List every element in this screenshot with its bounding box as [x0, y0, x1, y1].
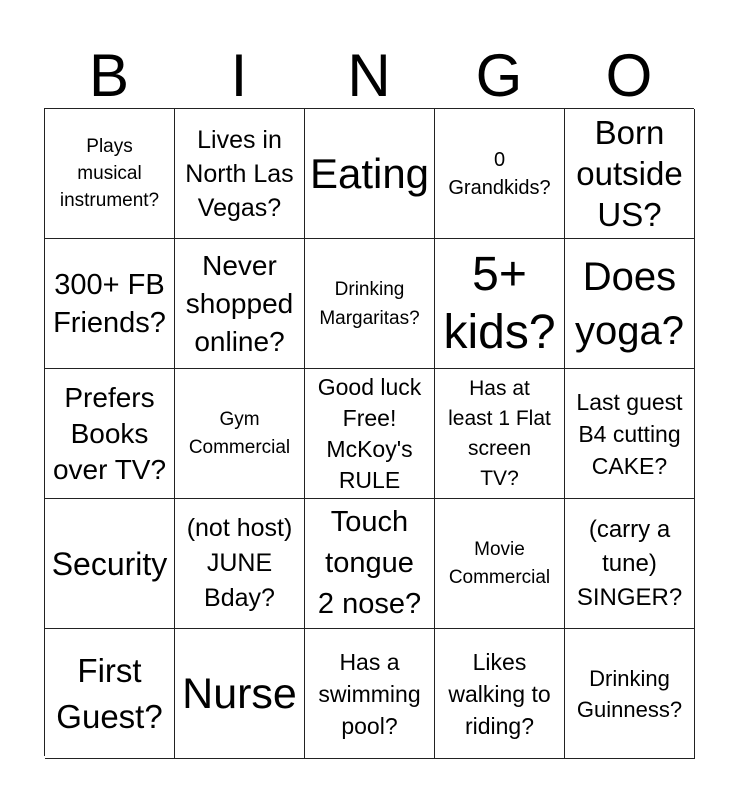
bingo-cell-line: over TV?: [52, 453, 167, 485]
bingo-cell-text: [319, 275, 419, 333]
bingo-cell-text: [448, 146, 550, 202]
bingo-cell-text: [186, 247, 293, 361]
bingo-cell-line: Likes: [472, 648, 527, 675]
bingo-cell-line: Drinking: [589, 665, 670, 691]
bingo-cell-line: Bday?: [204, 584, 275, 612]
bingo-cell-line: instrument?: [59, 190, 160, 211]
bingo-cell-line: McKoy's: [326, 435, 413, 462]
bingo-cell-text: [52, 544, 168, 584]
bingo-cell-line: online?: [194, 325, 285, 357]
bingo-cell[interactable]: [565, 109, 695, 239]
bingo-cell[interactable]: [175, 499, 305, 629]
bingo-cell-text: [318, 646, 420, 742]
bingo-cell-line: tune): [602, 549, 657, 577]
bingo-cell-line: Free!: [342, 404, 397, 431]
header-letter-i: I: [230, 42, 248, 109]
bingo-cell-text: [577, 513, 682, 615]
bingo-cell-line: riding?: [464, 712, 535, 739]
bingo-cell-line: First: [77, 651, 142, 689]
header-letter-n: N: [347, 42, 391, 109]
bingo-cell[interactable]: [435, 239, 565, 369]
bingo-cell-line: 300+ FB: [54, 268, 165, 301]
bingo-cell-line: Movie: [474, 538, 525, 560]
bingo-cell[interactable]: [45, 629, 175, 759]
bingo-cell-line: shopped: [185, 287, 294, 319]
bingo-cell-line: yoga?: [575, 308, 684, 353]
bingo-cell-line: Eating: [309, 149, 430, 197]
bingo-cell-line: US?: [597, 196, 662, 233]
bingo-cell-line: 0: [493, 148, 506, 171]
bingo-cell-line: Born: [594, 114, 665, 151]
bingo-cell[interactable]: [175, 239, 305, 369]
bingo-cell-text: [448, 646, 550, 742]
header-letter-b: B: [88, 42, 130, 109]
bingo-cell-line: TV?: [480, 466, 519, 490]
bingo-cell-line: (carry a: [588, 515, 671, 543]
bingo-cell-line: 5+: [472, 247, 527, 301]
bingo-cell-line: (not host): [186, 514, 293, 542]
bingo-cell-line: Never: [202, 249, 277, 281]
bingo-cell[interactable]: [45, 499, 175, 629]
header-letter-o: O: [605, 42, 653, 109]
bingo-cell-text: [185, 123, 293, 225]
bingo-cell-line: Good luck: [317, 373, 422, 400]
bingo-cell-text: [576, 112, 682, 235]
bingo-cell-line: tongue: [325, 547, 414, 579]
bingo-cell[interactable]: [305, 499, 435, 629]
bingo-cell[interactable]: [565, 239, 695, 369]
bingo-cell-text: [189, 406, 290, 462]
bingo-cell-line: Grandkids?: [448, 176, 551, 199]
bingo-cell[interactable]: [45, 369, 175, 499]
bingo-cell[interactable]: [435, 629, 565, 759]
bingo-cell-line: Nurse: [182, 669, 297, 718]
bingo-cell-line: SINGER?: [576, 583, 683, 611]
bingo-cell[interactable]: [565, 499, 695, 629]
bingo-cell-text: [576, 386, 682, 482]
bingo-cell-line: Has a: [339, 648, 400, 675]
bingo-cell-line: Last guest: [576, 388, 683, 415]
bingo-cell-line: B4 cutting: [578, 420, 681, 447]
bingo-cell-text: [318, 502, 421, 625]
bingo-cell-text: [182, 669, 297, 719]
bingo-cell-text: [56, 648, 162, 740]
bingo-cell-text: [449, 536, 550, 592]
bingo-cell-line: walking to: [448, 680, 551, 707]
bingo-cell[interactable]: [305, 109, 435, 239]
bingo-cell[interactable]: [45, 109, 175, 239]
bingo-cell-line: Does: [582, 254, 677, 299]
bingo-cell-line: Drinking: [334, 278, 405, 300]
bingo-cell[interactable]: [175, 109, 305, 239]
bingo-cell-line: Books: [70, 417, 149, 449]
bingo-cell-line: Touch: [330, 506, 409, 538]
bingo-cell-text: [53, 380, 166, 488]
bingo-cell-text: [448, 374, 551, 494]
bingo-cell[interactable]: [435, 499, 565, 629]
bingo-cell-line: Commercial: [448, 566, 551, 588]
bingo-cell-line: Prefers: [64, 381, 155, 413]
bingo-cell-line: North Las: [185, 159, 294, 188]
bingo-cell-text: [53, 266, 166, 342]
bingo-cell[interactable]: [435, 369, 565, 499]
bingo-cell-text: [60, 133, 159, 214]
bingo-cell-line: least 1 Flat: [448, 406, 551, 430]
bingo-cell-text: [187, 511, 293, 616]
bingo-cell-text: [577, 663, 682, 725]
bingo-cell[interactable]: [175, 629, 305, 759]
bingo-cell-line: screen: [467, 436, 532, 460]
bingo-cell-line: musical: [77, 163, 142, 184]
bingo-cell-line: Margaritas?: [319, 307, 420, 329]
bingo-cell-line: swimming: [318, 680, 421, 707]
bingo-cell-line: Vegas?: [197, 193, 282, 222]
bingo-cell[interactable]: [305, 369, 435, 499]
bingo-cell-text: [318, 372, 422, 496]
bingo-cell-line: 2 nose?: [317, 588, 422, 620]
bingo-cell-line: Commercial: [188, 436, 291, 458]
bingo-cell-text: [310, 149, 429, 199]
bingo-card-grid: [44, 108, 694, 756]
bingo-cell-text: [575, 250, 684, 358]
bingo-cell-line: Gym: [219, 408, 260, 430]
bingo-cell-line: Guest?: [56, 697, 163, 735]
bingo-cell[interactable]: [565, 369, 695, 499]
bingo-cell-line: Lives in: [197, 125, 282, 154]
bingo-cell-line: Has at: [469, 376, 530, 400]
bingo-cell[interactable]: [305, 629, 435, 759]
bingo-cell-line: RULE: [338, 466, 401, 493]
bingo-cell-line: pool?: [341, 712, 398, 739]
bingo-cell-text: [443, 246, 555, 362]
bingo-cell-line: kids?: [443, 305, 556, 359]
bingo-cell-line: JUNE: [206, 549, 273, 577]
bingo-cell-line: CAKE?: [591, 452, 668, 479]
bingo-cell[interactable]: [305, 239, 435, 369]
bingo-cell-line: Guinness?: [576, 696, 683, 722]
bingo-cell-line: Friends?: [53, 306, 166, 339]
bingo-cell-line: outside: [576, 155, 683, 192]
bingo-cell[interactable]: [45, 239, 175, 369]
bingo-cell[interactable]: [565, 629, 695, 759]
header-letter-g: G: [475, 42, 523, 109]
bingo-cell[interactable]: [435, 109, 565, 239]
bingo-header: [44, 44, 694, 108]
bingo-cell-line: Security: [51, 545, 168, 582]
bingo-cell[interactable]: [175, 369, 305, 499]
bingo-cell-line: Plays: [86, 136, 133, 157]
